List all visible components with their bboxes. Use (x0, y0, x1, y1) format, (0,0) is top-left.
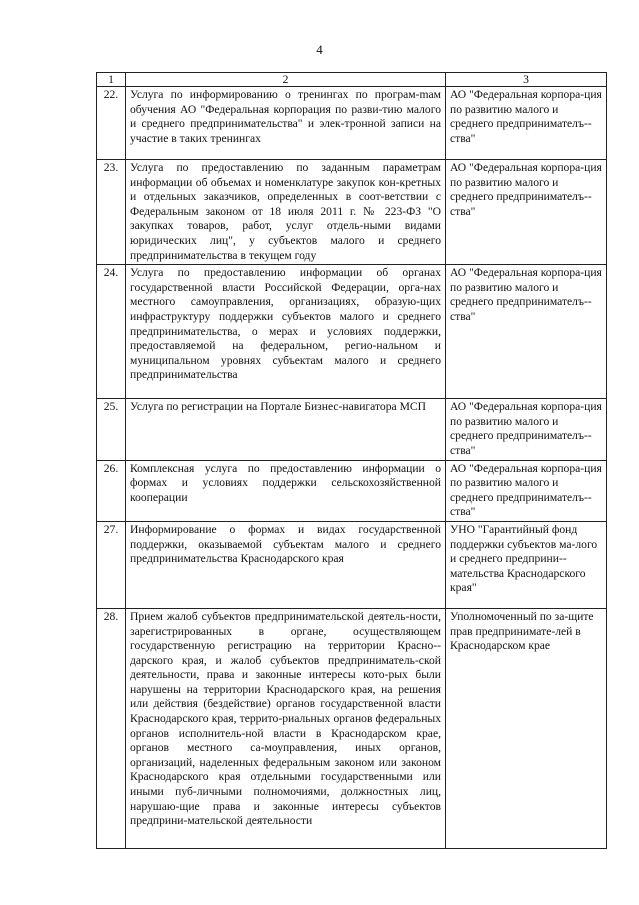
row-number: 25. (97, 399, 126, 460)
service-description: Информирование о формах и видах государственной поддержки, оказываемой субъектам малого и среднего предпринимательства Краснодарского края (126, 521, 446, 608)
table-header-row (97, 73, 607, 87)
service-provider: АО "Федеральная корпора-ция по развитию малого и среднего предпринимателъ-ства" (446, 160, 607, 265)
header-col-3: 3 (446, 73, 607, 87)
row-number: 22. (97, 87, 126, 160)
service-description: Услуга по предоставлению информации об органах государственной власти Российской Федерации, орга-нах местного самоуправления, организациях, образую-щих инфраструктуру поддержки субъектов малого и среднего предпринимательства, о мерах и условиях поддержки, предоставляемой на федеральном, регио-нальном и муниципальном уровнях субъектам малого и среднего предпринимательства (126, 265, 446, 399)
service-provider: АО "Федеральная корпора-ция по развитию малого и среднего предпринимателъ-ства" (446, 399, 607, 460)
service-provider: Уполномоченный по за-щите прав предпринимате-лей в Краснодарском крае (446, 608, 607, 848)
row-number: 23. (97, 160, 126, 265)
row-number: 27. (97, 521, 126, 608)
service-description: Услуга по предоставлению по заданным параметрам информации об объемах и номенклатуре закупок кон-кретных и отдельных заказчиков, определенных в соот-ветствии с Федеральным законом от 18 июля 2011 г. № 223-ФЗ "О закупках товаров, работ, услуг отдель-ными видами юридических лиц", у субъектов малого и среднего предпринимательства в текущем году (126, 160, 446, 265)
service-description: Услуга по регистрации на Портале Бизнес-навигатора МСП (126, 399, 446, 460)
table-row (97, 265, 607, 399)
row-number: 26. (97, 460, 126, 521)
service-provider: АО "Федеральная корпора-ция по развитию малого и среднего предпринимателъ-ства" (446, 87, 607, 160)
row-number: 24. (97, 265, 126, 399)
table-row (97, 521, 607, 608)
header-col-1: 1 (97, 73, 126, 87)
service-description: Услуга по информированию о тренингах по програм-mам обучения АО "Федеральная корпорация по разви-тию малого и среднего предпринимательства" и элек-тронной записи на участие в таких тренингах (126, 87, 446, 160)
service-provider: АО "Федеральная корпора-ция по развитию малого и среднего предпринимателъ-ства" (446, 265, 607, 399)
service-description: Прием жалоб субъектов предпринимательской деятель-ности, зарегистрированных в органе, осуществляющем государственную регистрацию на территории Красно-дарского края, и жалоб субъектов предприниматель-ской деятельности, права и законные интересы кото-рых были нарушены на территории Краснодарского края, на решения или действия (бездействие) органов государственной власти Краснодарского края, террито-риальных органов федеральных органов исполнитель-ной власти в Краснодарском крае, органов местного са-моуправления, иных органов, организаций, наделенных федеральным законом или законом Краснодарского края отдельными государственными или иными пуб-личными полномочиями, должностных лиц, нарушаю-щие права и законные интересы субъектов предприни-мательской деятельности (126, 608, 446, 848)
service-description: Комплексная услуга по предоставлению информации о формах и условиях поддержки сельскохозяйственной кооперации (126, 460, 446, 521)
services-table (96, 72, 607, 849)
row-number: 28. (97, 608, 126, 848)
table-row (97, 460, 607, 521)
service-provider: АО "Федеральная корпора-ция по развитию малого и среднего предпринимателъ-ства" (446, 460, 607, 521)
table-row (97, 608, 607, 848)
header-col-2: 2 (126, 73, 446, 87)
page-number: 4 (316, 42, 323, 57)
table-row (97, 87, 607, 160)
table-row (97, 399, 607, 460)
service-provider: УНО "Гарантийный фонд поддержки субъектов ма-лого и среднего предприни-мательства Краснодарского края" (446, 521, 607, 608)
table-row (97, 160, 607, 265)
